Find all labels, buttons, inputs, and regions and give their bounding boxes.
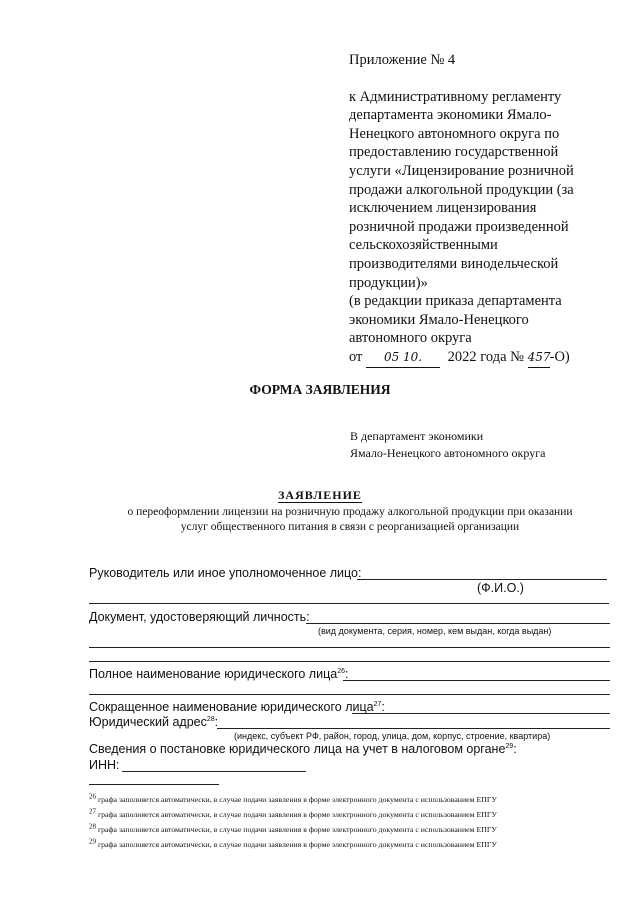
handwritten-number: 457 [528,348,550,368]
annex-title: Приложение № 4 [349,52,456,68]
inn-label: ИНН: [89,758,120,772]
statement-subtitle-line-1: о переоформлении лицензии на розничную продажу алкогольной продукции при оказании [127,506,573,518]
full-name-label: Полное наименование юридического лица$^{26}$: [89,667,349,681]
number-suffix: -О) [549,348,570,365]
year-text: 2022 года № [447,348,524,365]
handwritten-date: 05 10. [366,348,440,368]
statement-title [0,488,640,503]
tax-label-text: Сведения о постановке юридического лица на учет в налоговом органе [89,742,506,756]
annex-line: к Административному регламенту [349,88,562,105]
head-hint: (Ф.И.О.) [477,581,524,595]
footnote-number: 26 [89,792,96,801]
doc-label: Документ, удостоверяющий личность: [89,610,310,624]
full-name-input-line[interactable] [343,680,610,681]
annex-line: Ненецкого автономного округа по [349,125,560,142]
footnote-ref-28: 28 [206,715,215,723]
footnote-number: 29 [89,837,96,846]
footnote-ref-26: 26 [337,667,345,675]
blank-line[interactable] [89,647,610,648]
inn-input-line[interactable] [122,771,306,772]
annex-line: предоставлению государственной [349,144,559,161]
addressee-line-1: В департамент экономики [350,429,484,443]
address-label: Юридический адрес$^{28}$: [89,715,219,729]
blank-line[interactable] [89,603,609,604]
statement-subtitle [90,505,610,535]
annex-date-line [349,348,619,368]
footnote-text: графа заполняется автоматически, в случае подачи заявления в форме электронного документа с использованием ЕПГУ [97,825,497,834]
footnote-number: 28 [89,822,96,831]
tax-label: Сведения о постановке юридического лица на учет в налоговом органе$^{29}$: [89,742,517,756]
doc-input-line[interactable] [306,623,610,624]
annex-line: продажи алкогольной продукции (за [349,181,574,198]
short-name-label: Сокращенное наименование юридического лица$^{27}$: [89,700,385,714]
short-name-label-text: Сокращенное наименование юридического лица [89,700,374,714]
date-prefix: от [349,348,363,365]
footnote-separator [89,784,219,785]
doc-hint: (вид документа, серия, номер, кем выдан, когда выдан) [318,626,552,636]
head-input-line[interactable] [357,579,607,580]
annex-block [349,51,619,368]
address-label-text: Юридический адрес [89,715,207,729]
addressee-line-2: Ямало-Ненецкого автономного округа [350,446,546,460]
footnote-text: графа заполняется автоматически, в случае подачи заявления в форме электронного документа с использованием ЕПГУ [97,810,497,819]
addressee [350,428,545,462]
footnote-number: 27 [89,807,96,816]
footnote-text: графа заполняется автоматически, в случае подачи заявления в форме электронного документа с использованием ЕПГУ [97,795,497,804]
footnote [89,807,497,819]
annex-line: экономики Ямало-Ненецкого [349,311,529,328]
short-name-input-line[interactable] [352,713,610,714]
annex-line: продукции)» [349,274,428,291]
footnote [89,792,497,804]
statement-subtitle-line-2: услуг общественного питания в связи с реорганизацией организации [180,521,520,533]
annex-line: автономного округа [349,330,472,347]
annex-line: розничной продажи произведенной [349,218,569,235]
blank-line[interactable] [89,694,610,695]
full-name-label-text: Полное наименование юридического лица [89,667,338,681]
statement-title-text: ЗАЯВЛЕНИЕ [278,488,362,502]
annex-line: услуги «Лицензирование розничной [349,162,574,179]
form-title: ФОРМА ЗАЯВЛЕНИЯ [249,382,391,397]
annex-line: производителями винодельческой [349,255,559,272]
footnote-text: графа заполняется автоматически, в случае подачи заявления в форме электронного документа с использованием ЕПГУ [97,840,497,849]
footnote-ref-29: 29 [505,742,514,750]
annex-line: (в редакции приказа департамента [349,293,562,310]
annex-line: департамента экономики Ямало- [349,107,552,124]
head-label: Руководитель или иное уполномоченное лицо: [89,566,362,580]
annex-line: исключением лицензирования [349,200,537,217]
annex-line: сельскохозяйственными [349,237,498,254]
address-input-line[interactable] [217,728,610,729]
address-hint: (индекс, субъект РФ, район, город, улица, дом, корпус, строение, квартира) [234,731,551,741]
footnote [89,822,497,834]
blank-line[interactable] [89,661,610,662]
footnote [89,837,497,849]
footnote-ref-27: 27 [373,700,382,708]
